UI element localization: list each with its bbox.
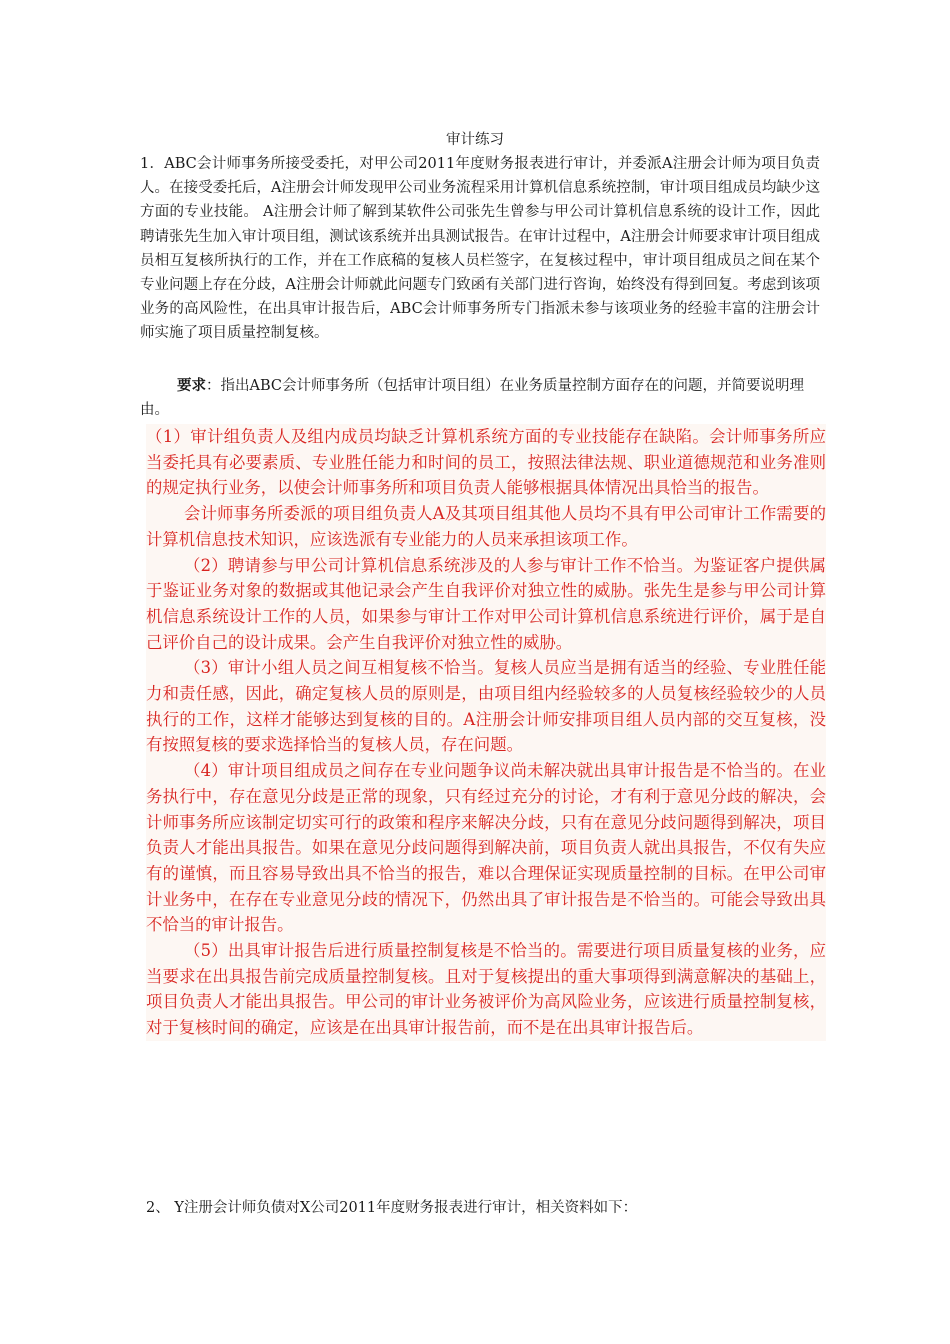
requirement-text: ：指出ABC会计师事务所（包括审计项目组）在业务质量控制方面存在的问题，并简要说明理由。 [140, 378, 804, 419]
question-1-text: 1．ABC会计师事务所接受委托，对甲公司2011年度财务报表进行审计，并委派A注册会计师为项目负责人。在接受委托后，A注册会计师发现甲公司业务流程采用计算机信息系统控制，审计项目组成员均缺少这方面的专业技能。 A注册会计师了解到某软件公司张先生曾参与甲公司计算机信息系统的设计工作，因此聘请张先生加入审计项目组，测试该系统并出具测试报告。在审计过程中，A注册会计师要求审计项目组成员相互复核所执行的工作，并在工作底稿的复核人员栏签字，在复核过程中，审计项目组成员之间在某个专业问题上存在分歧，A注册会计师就此问题专门致函有关部门进行咨询，始终没有得到回复。考虑到该项业务的高风险性，在出具审计报告后，ABC会计师事务所专门指派未参与该项业务的经验丰富的注册会计师实施了项目质量控制复核。 [140, 156, 820, 342]
answer-paragraph-3: （3）审计小组人员之间互相复核不恰当。复核人员应当是拥有适当的经验、专业胜任能力和责任感，因此，确定复核人员的原则是，由项目组内经验较多的人员复核经验较少的人员执行的工作，这样才能够达到复核的目的。A注册会计师安排项目组人员内部的交互复核，没有按照复核的要求选择恰当的复核人员，存在问题。 [146, 658, 826, 755]
question-1 [140, 152, 820, 346]
answer-paragraph-2: （2）聘请参与甲公司计算机信息系统涉及的人参与审计工作不恰当。为鉴证客户提供属于鉴证业务对象的数据或其他记录会产生自我评价对独立性的威胁。张先生是参与甲公司计算机信息系统设计工作的人员，如果参与审计工作对甲公司计算机信息系统进行评价，属于是自己评价自己的设计成果。会产生自我评价对独立性的威胁。 [146, 555, 826, 652]
answer-block [146, 424, 826, 1041]
answer-paragraph-1: （1）审计组负责人及组内成员均缺乏计算机系统方面的专业技能存在缺陷。会计师事务所应当委托具有必要素质、专业胜任能力和时间的员工，按照法律法规、职业道德规范和业务准则的规定执行业务，以使会计师事务所和项目负责人能够根据具体情况出具恰当的报告。 [146, 427, 826, 498]
answer-paragraph-4: （4）审计项目组成员之间存在专业问题争议尚未解决就出具审计报告是不恰当的。在业务执行中，存在意见分歧是正常的现象，只有经过充分的讨论，才有利于意见分歧的解决，会计师事务所应该制定切实可行的政策和程序来解决分歧，只有在意见分歧问题得到解决，项目负责人才能出具报告。如果在意见分歧问题得到解决前，项目负责人就出具报告，不仅有失应有的谨慎，而且容易导致出具不恰当的报告，难以合理保证实现质量控制的目标。在甲公司审计业务中，在存在专业意见分歧的情况下，仍然出具了审计报告是不恰当的。可能会导致出具不恰当的审计报告。 [146, 761, 826, 935]
answer-paragraph-1b: 会计师事务所委派的项目组负责人A及其项目组其他人员均不具有甲公司审计工作需要的计算机信息技术知识，应该选派有专业能力的人员来承担该项工作。 [146, 504, 826, 549]
requirement-label: 要求 [177, 377, 206, 394]
answer-paragraph-5: （5）出具审计报告后进行质量控制复核是不恰当的。需要进行项目质量复核的业务，应当要求在出具报告前完成质量控制复核。且对于复核提出的重大事项得到满意解决的基础上，项目负责人才能出具报告。甲公司的审计业务被评价为高风险业务，应该进行质量控制复核，对于复核时间的确定，应该是在出具审计报告前，而不是在出具审计报告后。 [146, 941, 826, 1038]
question-2: 2、 Y注册会计师负债对X公司2011年度财务报表进行审计，相关资料如下： [146, 1200, 638, 1216]
question-1-requirement [140, 374, 820, 422]
document-title: 审计练习 [446, 132, 504, 148]
